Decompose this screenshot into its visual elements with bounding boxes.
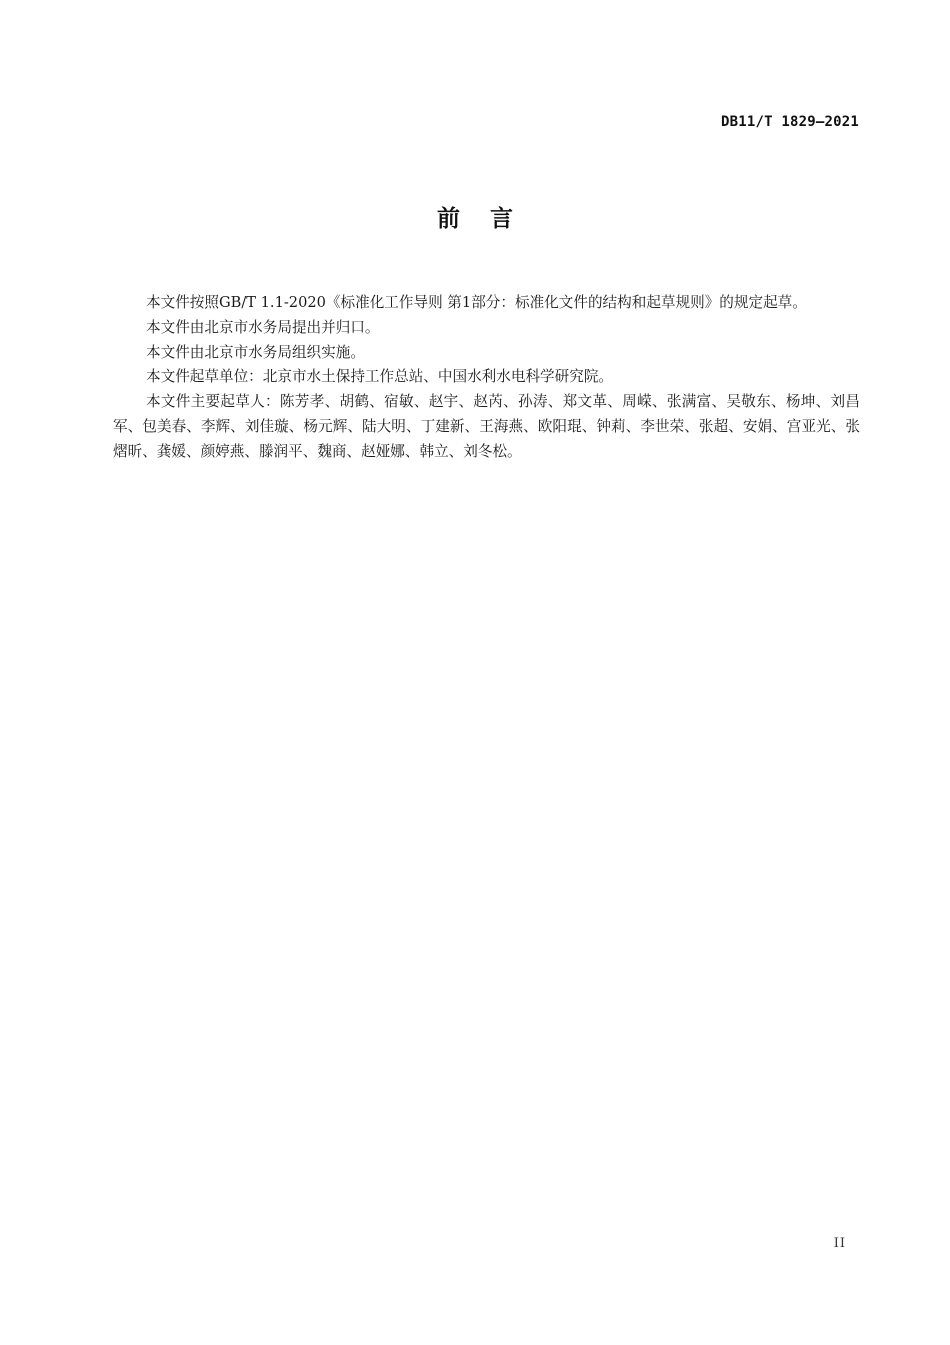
paragraph-drafters: 本文件主要起草人：陈芳孝、胡鹤、宿敏、赵宇、赵芮、孙涛、郑文革、周嵘、张满富、吴敬东、杨坤、刘昌军、包美春、李辉、刘佳璇、杨元辉、陆大明、丁建新、王海燕、欧阳琨、钟莉、李世荣、张超、安娟、宫亚光、张熠昕、龚媛、颜婷燕、滕润平、魏商、赵娅娜、韩立、刘冬松。 xyxy=(113,393,860,460)
page-title xyxy=(0,200,950,233)
paragraph-drafting-units: 本文件起草单位：北京市水土保持工作总站、中国水利水电科学研究院。 xyxy=(146,368,614,386)
paragraph-drafting-rules: 本文件按照GB/T 1.1-2020《标准化工作导则 第1部分：标准化文件的结构和起草规则》的规定起草。 xyxy=(146,294,807,311)
foreword-body xyxy=(113,291,860,465)
page-number: II xyxy=(833,1236,846,1251)
document-code: DB11/T 1829—2021 xyxy=(720,114,859,130)
paragraph-proposer: 本文件由北京市水务局提出并归口。 xyxy=(146,318,380,336)
title-char-1: 前 xyxy=(437,206,460,232)
paragraph-implementer: 本文件由北京市水务局组织实施。 xyxy=(146,343,365,361)
title-char-2: 言 xyxy=(490,206,513,232)
